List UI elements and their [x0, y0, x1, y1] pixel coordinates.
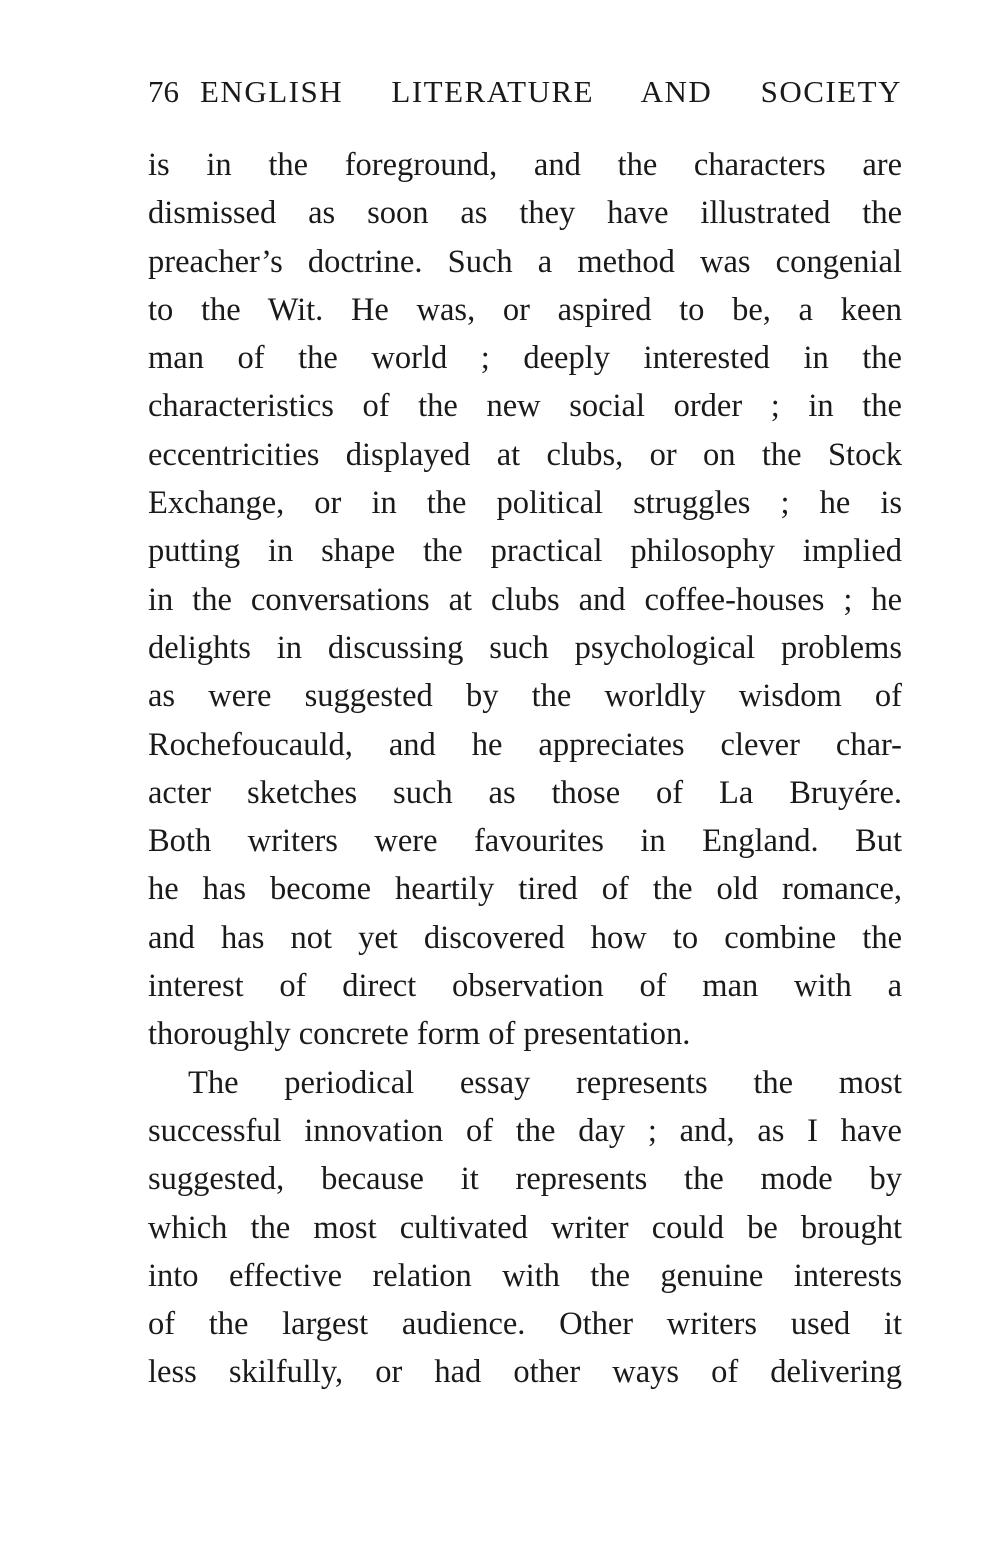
- text-line: acter sketches such as those of La Bruyére.: [148, 774, 902, 811]
- text-line: characteristics of the new social order ; in the: [148, 388, 902, 425]
- page-number: 76: [148, 74, 179, 109]
- text-line: interest of direct observation of man with a: [148, 968, 902, 1005]
- text-line: dismissed as soon as they have illustrated the: [148, 195, 902, 232]
- text-line: Exchange, or in the political struggles ; he is: [148, 485, 902, 522]
- text-line: Rochefoucauld, and he appreciates clever char-: [148, 726, 902, 763]
- text-line: The periodical essay represents the most: [188, 1064, 902, 1101]
- text-line: as were suggested by the worldly wisdom of: [148, 678, 902, 715]
- text-line: is in the foreground, and the characters are: [148, 147, 902, 183]
- paragraph-2: [148, 1059, 902, 1397]
- text-line: eccentricities displayed at clubs, or on the Stock: [148, 436, 902, 473]
- text-line: preacher’s doctrine. Such a method was congenial: [148, 243, 902, 280]
- text-line: he has become heartily tired of the old romance,: [148, 871, 902, 908]
- body-text: [148, 141, 902, 1397]
- text-line: in the conversations at clubs and coffee-houses ; he: [148, 581, 902, 618]
- text-line: man of the world ; deeply interested in the: [148, 340, 902, 377]
- running-head-title: ENGLISH LITERATURE AND SOCIETY: [200, 74, 902, 109]
- book-page: [148, 0, 902, 1567]
- text-line: of the largest audience. Other writers used it: [148, 1306, 902, 1343]
- text-line: suggested, because it represents the mode by: [148, 1161, 902, 1198]
- running-head: [148, 74, 902, 114]
- text-line: and has not yet discovered how to combine the: [148, 919, 902, 956]
- text-line: which the most cultivated writer could be brought: [148, 1209, 902, 1246]
- text-line: into effective relation with the genuine interests: [148, 1257, 902, 1294]
- text-line: delights in discussing such psychological problems: [148, 629, 902, 666]
- text-line: putting in shape the practical philosophy implied: [148, 533, 902, 570]
- text-line: to the Wit. He was, or aspired to be, a keen: [148, 291, 902, 328]
- text-line: Both writers were favourites in England. But: [148, 823, 902, 860]
- paragraph-1: [148, 141, 902, 1059]
- text-line: successful innovation of the day ; and, as I have: [148, 1112, 902, 1149]
- text-line: less skilfully, or had other ways of delivering: [148, 1354, 902, 1391]
- text-line: thoroughly concrete form of presentation.: [148, 1016, 691, 1053]
